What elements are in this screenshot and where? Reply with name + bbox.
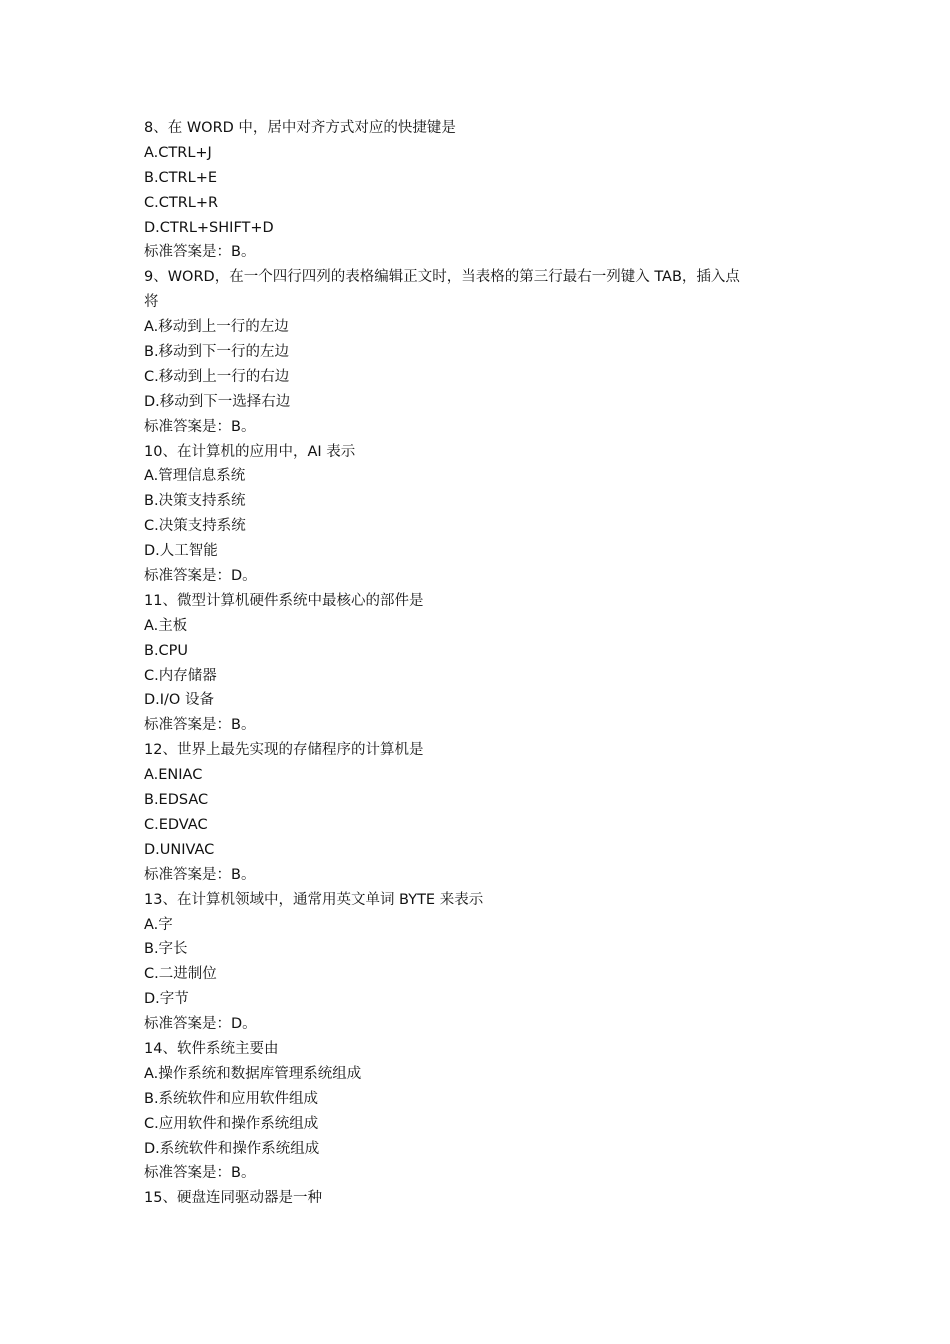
question-14-option-c: C.应用软件和操作系统组成 [144,1115,319,1132]
question-15: 15、硬盘连同驱动器是一种 [144,1190,322,1207]
question-11-option-a: A.主板 [144,617,188,634]
question-8-option-b: B.CTRL+E [144,169,218,186]
question-10-option-a: A.管理信息系统 [144,468,246,485]
question-14-option-b: B.系统软件和应用软件组成 [144,1090,319,1107]
question-9-option-b: B.移动到下一行的左边 [144,344,290,361]
question-10-option-b: B.决策支持系统 [144,493,246,510]
question-9-answer: 标准答案是：B。 [144,418,256,435]
question-10-answer: 标准答案是：D。 [144,568,257,585]
question-9-option-c: C.移动到上一行的右边 [144,368,290,385]
question-14-answer: 标准答案是：B。 [144,1165,256,1182]
question-8-answer: 标准答案是：B。 [144,244,256,261]
question-9-line-2: 将 [144,294,159,311]
question-11-option-d: D.I/O 设备 [144,692,214,709]
question-14-option-d: D.系统软件和操作系统组成 [144,1140,320,1157]
question-10-option-c: C.决策支持系统 [144,518,246,535]
question-13-option-d: D.字节 [144,991,189,1008]
question-12-option-c: C.EDVAC [144,816,208,833]
question-12-option-a: A.ENIAC [144,767,203,784]
question-8-option-c: C.CTRL+R [144,194,219,211]
document-page [144,116,814,1211]
question-10: 10、在计算机的应用中，AI 表示 [144,443,356,460]
question-11-option-b: B.CPU [144,642,189,659]
question-12: 12、世界上最先实现的存储程序的计算机是 [144,742,424,759]
question-12-option-b: B.EDSAC [144,792,209,809]
question-10-option-d: D.人工智能 [144,543,218,560]
question-9-line-1: 9、WORD，在一个四行四列的表格编辑正文时，当表格的第三行最右一列键入 TAB，插入点 [144,269,740,286]
question-8-option-d: D.CTRL+SHIFT+D [144,219,274,236]
question-11-option-c: C.内存储器 [144,667,217,684]
question-14-option-a: A.操作系统和数据库管理系统组成 [144,1065,362,1082]
question-13-option-c: C.二进制位 [144,966,217,983]
question-9-option-a: A.移动到上一行的左边 [144,319,289,336]
question-9-option-d: D.移动到下一选择右边 [144,393,291,410]
question-12-option-d: D.UNIVAC [144,841,215,858]
question-12-answer: 标准答案是：B。 [144,866,256,883]
question-13-option-b: B.字长 [144,941,188,958]
question-8: 8、在 WORD 中，居中对齐方式对应的快捷键是 [144,120,456,136]
question-14: 14、软件系统主要由 [144,1040,279,1057]
question-8-option-a: A.CTRL+J [144,144,212,161]
question-13-option-a: A.字 [144,916,173,933]
question-13: 13、在计算机领域中，通常用英文单词 BYTE 来表示 [144,891,484,908]
question-11-answer: 标准答案是：B。 [144,717,256,734]
question-13-answer: 标准答案是：D。 [144,1016,257,1033]
question-11: 11、微型计算机硬件系统中最核心的部件是 [144,592,424,609]
